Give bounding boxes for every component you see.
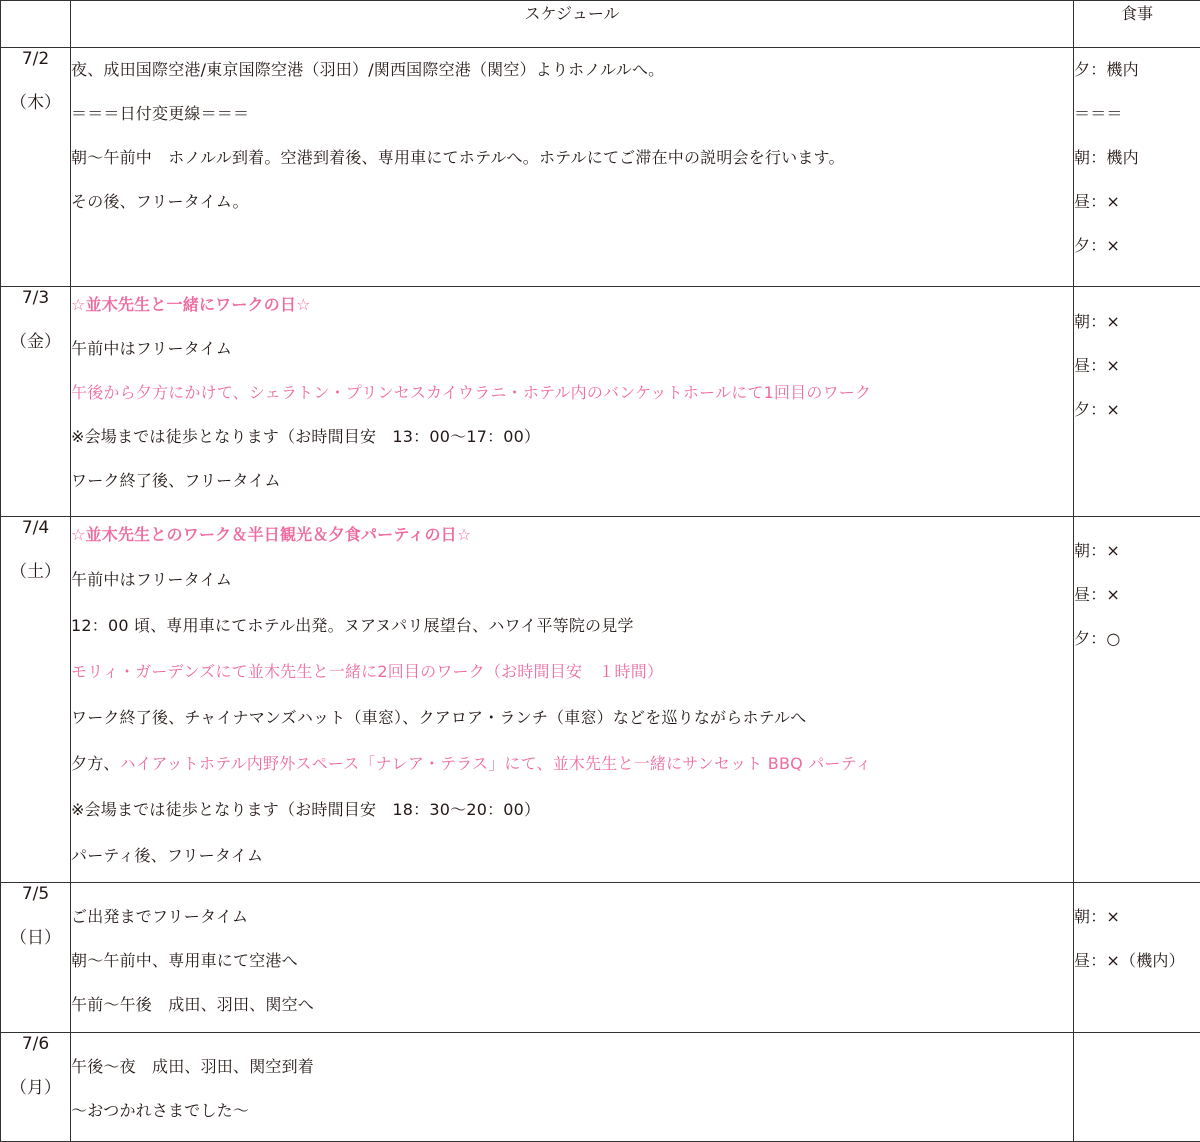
- schedule-line: モリィ・ガーデンズにて並木先生と一緒に2回目のワーク（お時間目安 １時間）: [71, 649, 1073, 695]
- meal-line: 夕：×: [1074, 224, 1200, 268]
- meal-cell: [1074, 287, 1200, 517]
- meal-line: 夕：○: [1074, 617, 1200, 661]
- meal-cell: [1074, 517, 1200, 883]
- meal-line: 朝：機内: [1074, 136, 1200, 180]
- date-cell: [1, 1033, 71, 1142]
- meal-cell: [1074, 1033, 1200, 1142]
- day-title: ☆並木先生とのワーク＆半日観光＆夕食パーティの日☆: [71, 517, 1073, 557]
- weekday-label: （金）: [1, 331, 70, 375]
- schedule-line: ワーク終了後、フリータイム: [71, 459, 1073, 503]
- schedule-line: 12：00 頃、専用車にてホテル出発。ヌアヌパリ展望台、ハワイ平等院の見学: [71, 603, 1073, 649]
- schedule-line: ワーク終了後、チャイナマンズハット（車窓）、クアロア・ランチ（車窓）などを巡りながらホテルへ: [71, 695, 1073, 741]
- date-cell: [1, 517, 71, 883]
- day-row-0702: [1, 48, 1200, 287]
- schedule-line: 朝～午前中、専用車にて空港へ: [71, 939, 1073, 983]
- date-cell: [1, 48, 71, 287]
- schedule-line: ～おつかれさまでした～: [71, 1089, 1073, 1133]
- schedule-cell: [71, 1033, 1074, 1142]
- schedule-cell: [71, 517, 1074, 883]
- schedule-cell: [71, 883, 1074, 1033]
- schedule-cell: [71, 48, 1074, 287]
- schedule-text: 夕方、: [71, 754, 120, 773]
- header-meal: 食事: [1074, 1, 1200, 48]
- schedule-line: 午後～夜 成田、羽田、関空到着: [71, 1045, 1073, 1089]
- meal-line: 昼：×（機内）: [1074, 939, 1200, 983]
- date-label: 7/3: [1, 287, 70, 331]
- weekday-label: （土）: [1, 561, 70, 605]
- header-schedule: スケジュール: [71, 1, 1074, 48]
- schedule-line: ※会場までは徒歩となります（お時間目安 18：30～20：00）: [71, 787, 1073, 833]
- meal-line: ＝＝＝: [1074, 92, 1200, 136]
- date-cell: [1, 883, 71, 1033]
- day-title: ☆並木先生と一緒にワークの日☆: [71, 287, 1073, 327]
- header-date: [1, 1, 71, 48]
- meal-cell: [1074, 883, 1200, 1033]
- date-label: 7/4: [1, 517, 70, 561]
- schedule-line: 夜、成田国際空港/東京国際空港（羽田）/関西国際空港（関空）よりホノルルへ。: [71, 48, 1073, 92]
- header-row: [1, 1, 1200, 48]
- meal-line: 朝：×: [1074, 300, 1200, 344]
- schedule-highlight: ハイアットホテル内野外スペース「ナレア・テラス」にて、並木先生と一緒にサンセット BBQ パーティ: [120, 754, 872, 773]
- schedule-line: 午後から夕方にかけて、シェラトン・プリンセスカイウラニ・ホテル内のバンケットホールにて1回目のワーク: [71, 371, 1073, 415]
- weekday-label: （月）: [1, 1077, 70, 1121]
- meal-line: 朝：×: [1074, 895, 1200, 939]
- schedule-line: その後、フリータイム。: [71, 180, 1073, 224]
- meal-line: 朝：×: [1074, 529, 1200, 573]
- meal-line: 夕：×: [1074, 388, 1200, 432]
- day-row-0703: [1, 287, 1200, 517]
- schedule-line: ＝＝＝日付変更線＝＝＝: [71, 92, 1073, 136]
- day-row-0706: [1, 1033, 1200, 1142]
- schedule-cell: [71, 287, 1074, 517]
- day-row-0704: [1, 517, 1200, 883]
- date-label: 7/5: [1, 883, 70, 927]
- date-label: 7/2: [1, 48, 70, 92]
- schedule-line-mixed: [71, 741, 1073, 787]
- weekday-label: （日）: [1, 927, 70, 971]
- schedule-line: ※会場までは徒歩となります（お時間目安 13：00～17：00）: [71, 415, 1073, 459]
- schedule-line: パーティ後、フリータイム: [71, 833, 1073, 879]
- day-row-0705: [1, 883, 1200, 1033]
- meal-line: 夕：機内: [1074, 48, 1200, 92]
- schedule-line: 午前中はフリータイム: [71, 557, 1073, 603]
- weekday-label: （木）: [1, 92, 70, 136]
- date-cell: [1, 287, 71, 517]
- meal-line: 昼：×: [1074, 573, 1200, 617]
- schedule-line: 午前中はフリータイム: [71, 327, 1073, 371]
- date-label: 7/6: [1, 1033, 70, 1077]
- schedule-line: ご出発までフリータイム: [71, 895, 1073, 939]
- meal-cell: [1074, 48, 1200, 287]
- schedule-line: 午前～午後 成田、羽田、関空へ: [71, 983, 1073, 1027]
- meal-line: 昼：×: [1074, 180, 1200, 224]
- meal-line: 昼：×: [1074, 344, 1200, 388]
- schedule-line: 朝～午前中 ホノルル到着。空港到着後、専用車にてホテルへ。ホテルにてご滞在中の説明会を行います。: [71, 136, 1073, 180]
